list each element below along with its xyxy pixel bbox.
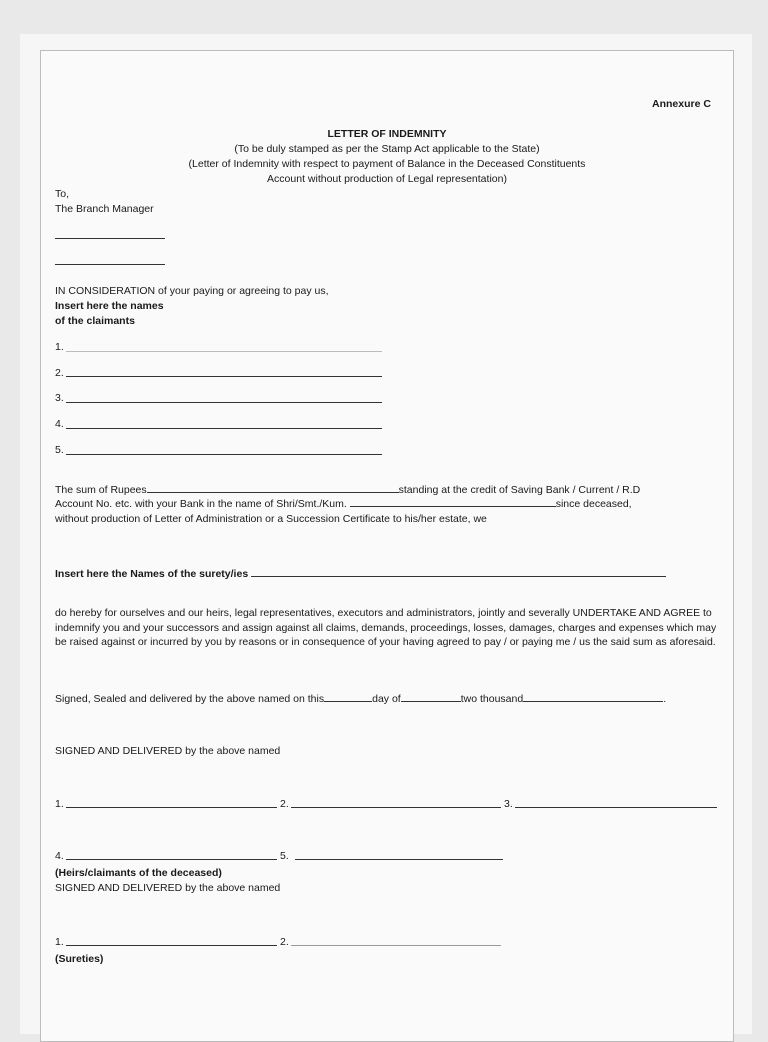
claimants-note-1: Insert here the names — [55, 300, 164, 312]
claimant-line-4[interactable] — [66, 428, 382, 429]
day-field[interactable] — [324, 692, 372, 702]
deceased-name-field[interactable] — [350, 497, 556, 507]
heir-signature-line-2[interactable] — [291, 807, 501, 808]
branch-address-line-1[interactable] — [55, 238, 165, 239]
signed-delivered-sureties: SIGNED AND DELIVERED by the above named — [55, 882, 281, 894]
heir-sig-number: 5. — [280, 850, 289, 862]
document-title: LETTER OF INDEMNITY — [327, 128, 447, 140]
heir-sig-number: 1. — [55, 798, 64, 810]
undertaking-paragraph: do hereby for ourselves and our heirs, legal representatives, executors and administrators, jointly and severally UNDERTAKE AND AGREE to indemnify you and your successors and assign against all claims, demands, proceedings, losses, damages, charges and expenses which may be raised against or incurred by you by reasons or in consequence of your having agreed to pay / or paying me / us the said sum as aforesaid. — [55, 607, 717, 648]
surety-signature-line-2[interactable] — [291, 945, 501, 946]
heir-signature-line-3[interactable] — [515, 807, 717, 808]
heir-signature-line-4[interactable] — [66, 859, 277, 860]
month-field[interactable] — [401, 692, 461, 702]
claimant-number: 2. — [55, 367, 64, 379]
claimant-line-1[interactable] — [66, 351, 382, 352]
claimant-number: 4. — [55, 418, 64, 430]
heir-signature-line-5[interactable] — [295, 859, 503, 860]
sum-line-2 — [55, 497, 632, 511]
sum-text-c: Account No. etc. with your Bank in the name of Shri/Smt./Kum. — [55, 498, 347, 510]
claimant-number: 5. — [55, 444, 64, 456]
surety-sig-number: 2. — [280, 936, 289, 948]
signed-text-d: . — [663, 693, 667, 705]
surety-signature-line-1[interactable] — [66, 945, 277, 946]
title-subline-3: Account without production of Legal representation) — [267, 173, 507, 185]
heirs-label: (Heirs/claimants of the deceased) — [55, 867, 222, 879]
signed-text-a: Signed, Sealed and delivered by the above named on this — [55, 693, 325, 705]
sum-text-b: standing at the credit of Saving Bank / Current / R.D — [398, 484, 641, 496]
claimant-line-5[interactable] — [66, 454, 382, 455]
address-recipient: The Branch Manager — [55, 203, 154, 215]
rupees-field[interactable] — [147, 483, 399, 493]
branch-address-line-2[interactable] — [55, 264, 165, 265]
sureties-insert-text: Insert here the Names of the surety/ies — [55, 568, 249, 580]
heir-sig-number: 2. — [280, 798, 289, 810]
heir-sig-number: 4. — [55, 850, 64, 862]
surety-sig-number: 1. — [55, 936, 64, 948]
address-to: To, — [55, 188, 70, 200]
claimant-number: 3. — [55, 392, 64, 404]
claimant-line-2[interactable] — [66, 376, 382, 377]
signed-sealed-line — [55, 692, 666, 706]
signed-delivered-heirs: SIGNED AND DELIVERED by the above named — [55, 745, 281, 757]
signed-text-c: two thousand — [460, 693, 524, 705]
sum-text-d: since deceased, — [555, 498, 632, 510]
heir-sig-number: 3. — [504, 798, 513, 810]
claimants-note-2: of the claimants — [55, 315, 135, 327]
claimant-line-3[interactable] — [66, 402, 382, 403]
sureties-label: (Sureties) — [55, 953, 104, 965]
title-subline-1: (To be duly stamped as per the Stamp Act applicable to the State) — [234, 143, 540, 155]
signed-text-b: day of — [372, 693, 401, 705]
sum-line-3: without production of Letter of Administration or a Succession Certificate to his/her estate, we — [55, 513, 487, 525]
sureties-names-field[interactable] — [251, 567, 666, 577]
annexure-label: Annexure C — [652, 98, 711, 110]
consideration-text: IN CONSIDERATION of your paying or agreeing to pay us, — [55, 285, 329, 297]
claimant-number: 1. — [55, 341, 64, 353]
title-subline-2: (Letter of Indemnity with respect to payment of Balance in the Deceased Constituents — [188, 158, 586, 170]
sum-line-1 — [55, 483, 719, 497]
heir-signature-line-1[interactable] — [66, 807, 277, 808]
sureties-insert-label — [55, 567, 666, 581]
year-field[interactable] — [523, 692, 663, 702]
sum-text-a: The sum of Rupees — [55, 484, 147, 496]
